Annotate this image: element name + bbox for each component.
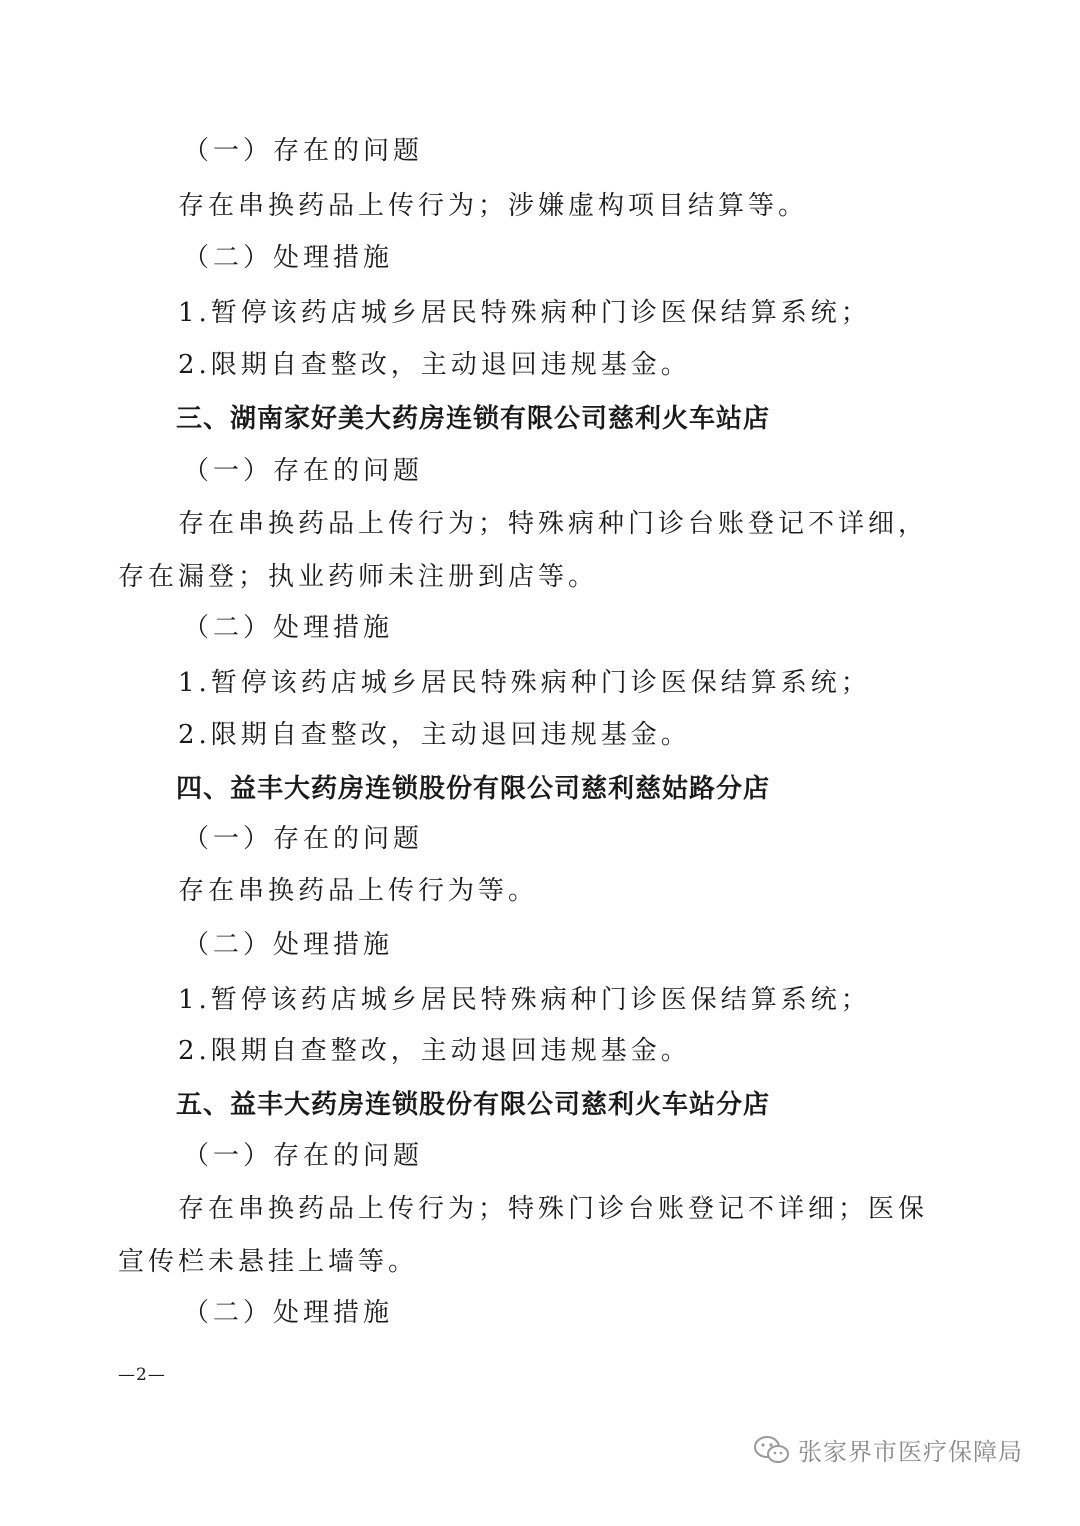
subheading-measures: （二）处理措施 — [183, 243, 394, 273]
source-watermark — [752, 1432, 1023, 1467]
list-item: 1.暂停该药店城乡居民特殊病种门诊医保结算系统； — [178, 668, 871, 698]
list-item: 1.暂停该药店城乡居民特殊病种门诊医保结算系统； — [178, 985, 871, 1015]
subheading-measures: （二）处理措施 — [183, 1298, 394, 1328]
paragraph: 存在串换药品上传行为；涉嫌虚构项目结算等。 — [178, 191, 809, 221]
subheading-measures: （二）处理措施 — [183, 613, 394, 643]
paragraph: 存在串换药品上传行为；特殊病种门诊台账登记不详细， — [178, 509, 929, 539]
subheading-problems: （一）存在的问题 — [183, 456, 424, 486]
list-item: 2.限期自查整改，主动退回违规基金。 — [178, 720, 691, 750]
watermark-text: 张家界市医疗保障局 — [798, 1438, 1023, 1466]
subheading-problems: （一）存在的问题 — [183, 824, 424, 854]
subheading-problems: （一）存在的问题 — [183, 136, 424, 166]
list-item: 2.限期自查整改，主动退回违规基金。 — [178, 350, 691, 380]
section-heading: 四、益丰大药房连锁股份有限公司慈利慈姑路分店 — [176, 774, 771, 804]
section-heading: 三、湖南家好美大药房连锁有限公司慈利火车站店 — [176, 404, 771, 434]
page-number: —2— — [118, 1365, 166, 1385]
subheading-problems: （一）存在的问题 — [183, 1141, 424, 1171]
paragraph-continuation: 存在漏登；执业药师未注册到店等。 — [118, 562, 599, 592]
subheading-measures: （二）处理措施 — [183, 930, 394, 960]
wechat-icon — [752, 1434, 792, 1466]
paragraph: 存在串换药品上传行为；特殊门诊台账登记不详细；医保 — [178, 1194, 929, 1224]
section-heading: 五、益丰大药房连锁股份有限公司慈利火车站分店 — [176, 1090, 771, 1120]
paragraph-continuation: 宣传栏未悬挂上墙等。 — [118, 1247, 419, 1277]
list-item: 2.限期自查整改，主动退回违规基金。 — [178, 1036, 691, 1066]
list-item: 1.暂停该药店城乡居民特殊病种门诊医保结算系统； — [178, 298, 871, 328]
paragraph: 存在串换药品上传行为等。 — [178, 876, 539, 906]
